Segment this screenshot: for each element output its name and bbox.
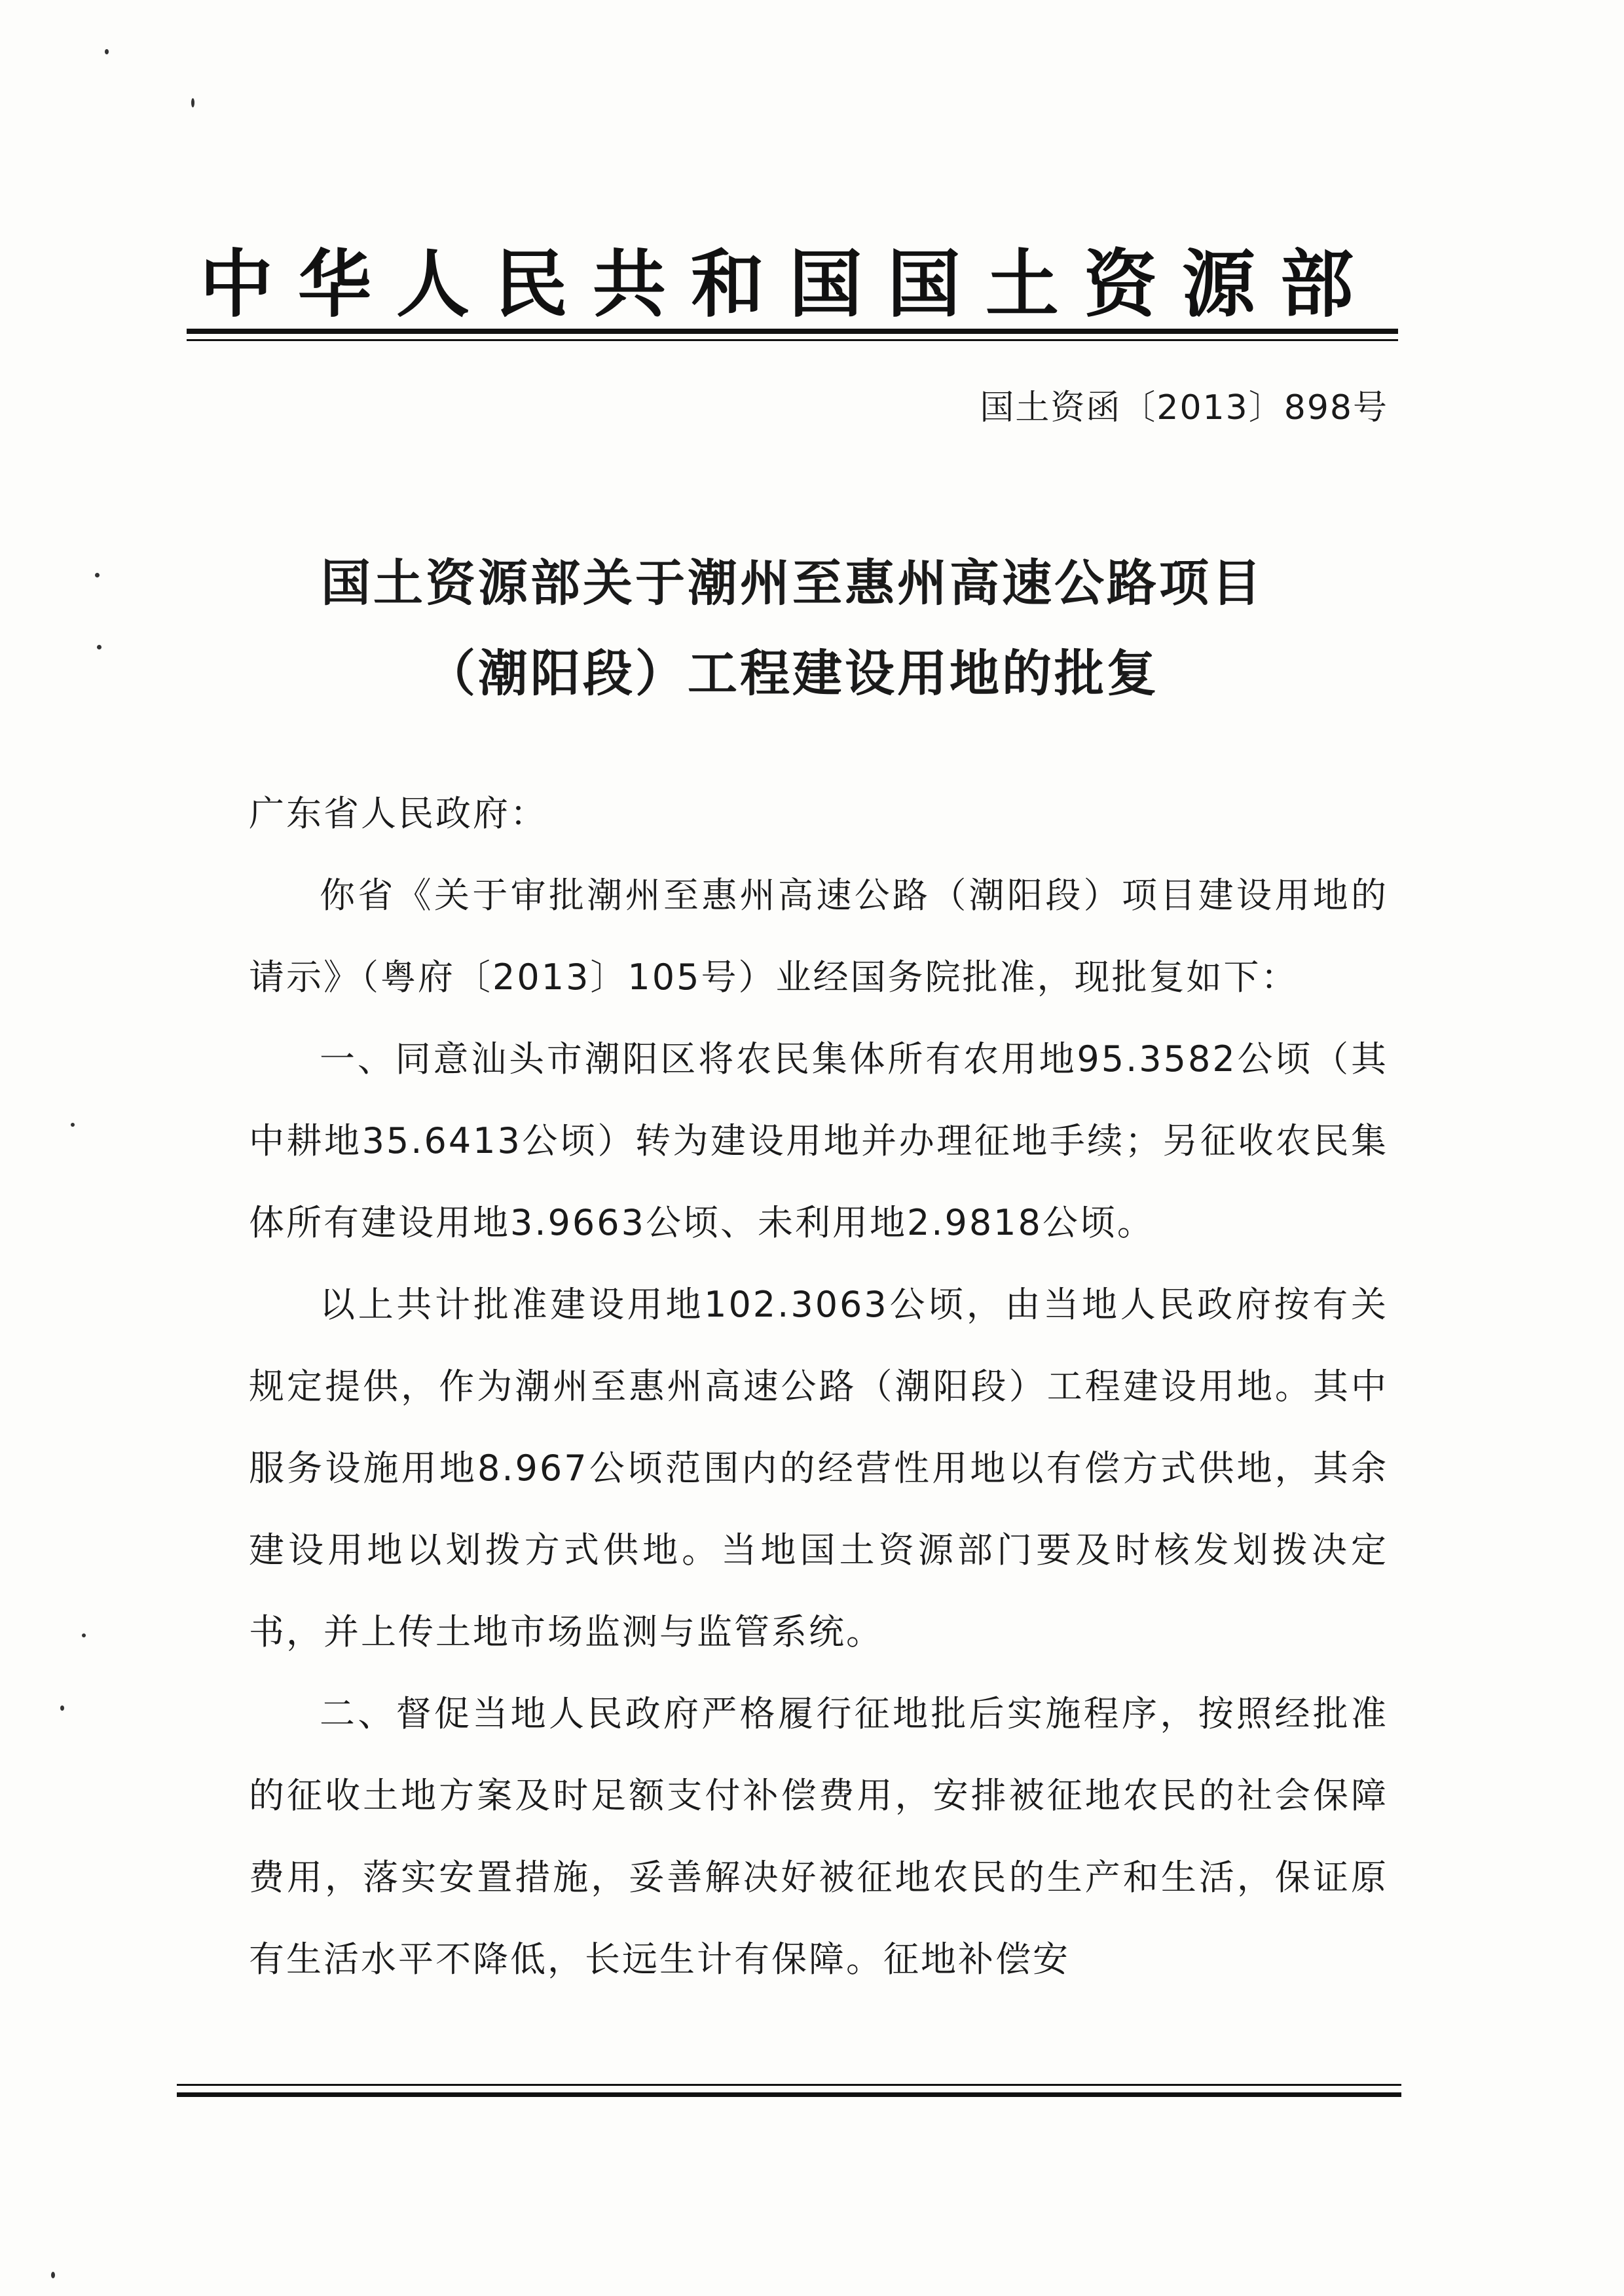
scan-speck	[97, 645, 101, 649]
scan-speck	[51, 2272, 55, 2278]
issuing-authority-heading: 中华人民共和国国土资源部	[200, 242, 1378, 327]
salutation: 广东省人民政府：	[249, 793, 547, 834]
body-paragraph-intro: 你省《关于审批潮州至惠州高速公路（潮阳段）项目建设用地的请示》（粤府〔2013〕105号）业经国务院批准，现批复如下：	[249, 875, 1388, 998]
body-paragraph-item-2: 二、督促当地人民政府严格履行征地批后实施程序，按照经批准的征收土地方案及时足额支付补偿费用，安排被征地农民的社会保障费用，落实安置措施，妥善解决好被征地农民的生产和生活，保证原有生活水平不降低，长远生计有保障。征地补偿安	[249, 1693, 1388, 1980]
body-paragraph-total: 以上共计批准建设用地102.3063公顷，由当地人民政府按有关规定提供，作为潮州至惠州高速公路（潮阳段）工程建设用地。其中服务设施用地8.967公顷范围内的经营性用地以有偿方式供地，其余建设用地以划拨方式供地。当地国土资源部门要及时核发划拨决定书，并上传土地市场监测与监管系统。	[249, 1284, 1388, 1652]
scan-speck	[95, 573, 100, 577]
header-rule-thin	[187, 339, 1398, 341]
scan-speck	[60, 1705, 64, 1711]
footer-rule-thick	[177, 2092, 1401, 2097]
document-body	[249, 773, 1388, 2000]
scan-speck	[105, 49, 109, 54]
document-title-line-2: （潮阳段）工程建设用地的批复	[426, 644, 1159, 702]
scan-speck	[82, 1633, 86, 1637]
header-rule-thick	[187, 329, 1398, 334]
scan-speck	[71, 1123, 75, 1127]
body-paragraph-item-1: 一、同意汕头市潮阳区将农民集体所有农用地95.3582公顷（其中耕地35.6413公顷）转为建设用地并办理征地手续；另征收农民集体所有建设用地3.9663公顷、未利用地2.9818公顷。	[249, 1038, 1388, 1243]
scan-speck	[191, 98, 194, 107]
document-title-line-1: 国土资源部关于潮州至惠州高速公路项目	[321, 554, 1264, 612]
document-number: 国土资函〔2013〕898号	[980, 388, 1388, 428]
footer-rule-thin	[177, 2084, 1401, 2086]
